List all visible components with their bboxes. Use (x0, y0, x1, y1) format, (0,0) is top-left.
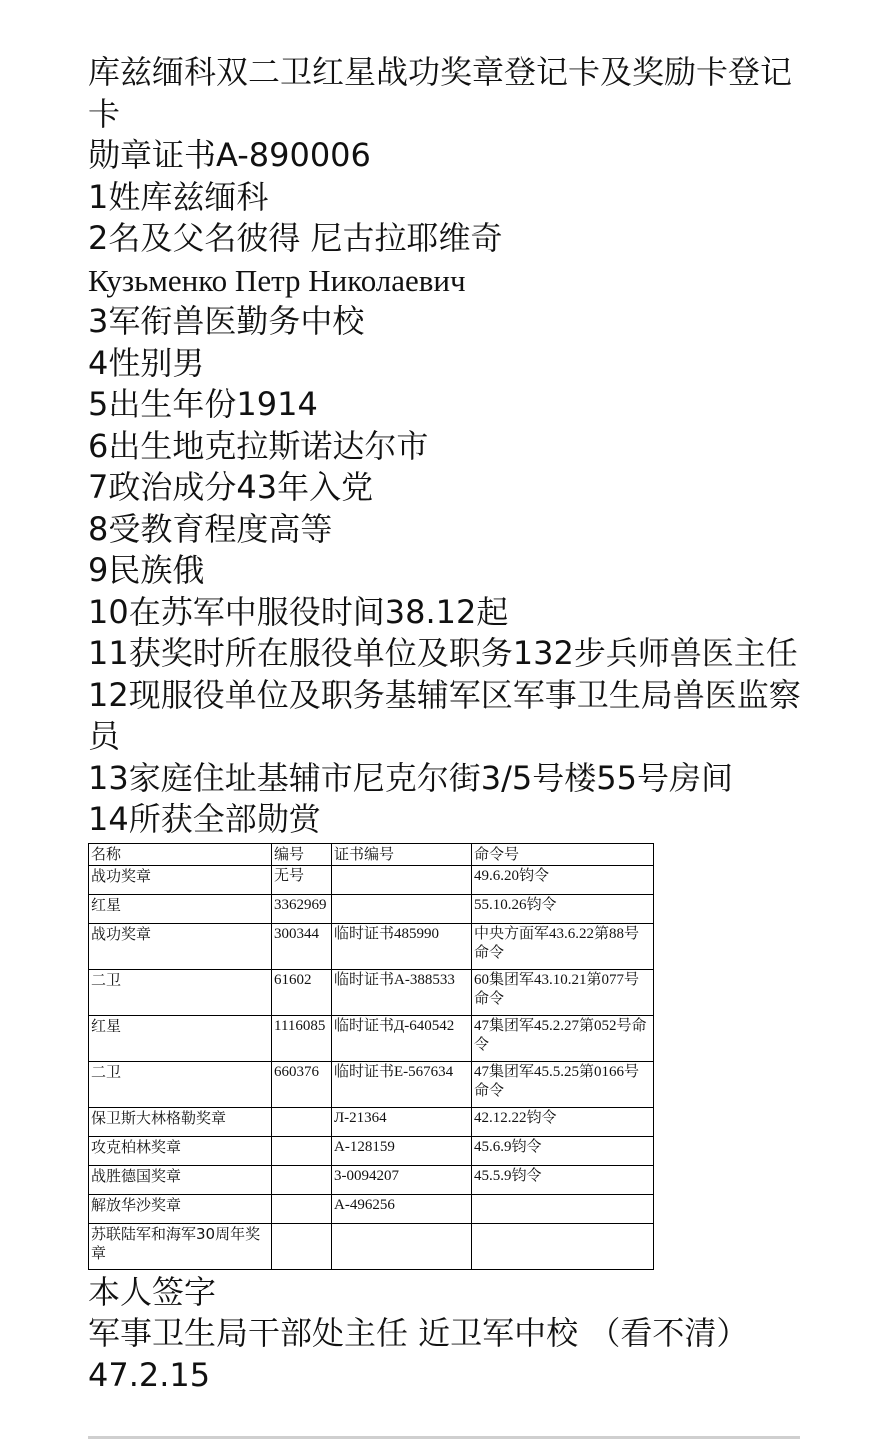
table-row (89, 1194, 654, 1223)
award-order: 45.5.9钧令 (472, 1165, 654, 1194)
award-name: 红星 (89, 1015, 272, 1061)
award-card-document (88, 52, 818, 1396)
field-rank: 3军衔兽医勤务中校 (88, 302, 365, 340)
award-certificate (332, 894, 472, 923)
award-name: 攻克柏林奖章 (89, 1136, 272, 1165)
award-number (272, 1223, 332, 1269)
table-row (89, 1136, 654, 1165)
award-number: 无号 (272, 865, 332, 894)
award-certificate: 临时证书E-567634 (332, 1061, 472, 1107)
table-row (89, 1107, 654, 1136)
award-name: 保卫斯大林格勒奖章 (89, 1107, 272, 1136)
award-name: 战胜德国奖章 (89, 1165, 272, 1194)
award-name: 红星 (89, 894, 272, 923)
field-party: 7政治成分43年入党 (88, 468, 374, 506)
award-order: 49.6.20钧令 (472, 865, 654, 894)
award-order: 中央方面军43.6.22第88号命令 (472, 923, 654, 969)
award-number: 1116085 (272, 1015, 332, 1061)
award-certificate: 临时证书Д-640542 (332, 1015, 472, 1061)
field-nationality: 9民族俄 (88, 551, 205, 589)
award-certificate: A-496256 (332, 1194, 472, 1223)
award-name: 二卫 (89, 1061, 272, 1107)
award-order: 55.10.26钧令 (472, 894, 654, 923)
award-name: 苏联陆军和海军30周年奖章 (89, 1223, 272, 1269)
signature-label: 本人签字 (88, 1272, 217, 1311)
award-order (472, 1194, 654, 1223)
award-order (472, 1223, 654, 1269)
field-address: 13家庭住址基辅市尼克尔街3/5号楼55号房间 (88, 758, 733, 797)
table-row (89, 1223, 654, 1269)
document-title: 库兹缅科双二卫红星战功奖章登记卡及奖励卡登记卡 (88, 53, 793, 133)
header-number: 编号 (272, 843, 332, 865)
award-name: 二卫 (89, 969, 272, 1015)
award-certificate (332, 865, 472, 894)
award-number (272, 1107, 332, 1136)
award-number (272, 1194, 332, 1223)
award-name: 战功奖章 (89, 865, 272, 894)
award-number: 300344 (272, 923, 332, 969)
field-sex: 4性别男 (88, 343, 205, 382)
award-certificate (332, 1223, 472, 1269)
award-order: 47集团军45.5.25第0166号命令 (472, 1061, 654, 1107)
award-number: 3362969 (272, 894, 332, 923)
field-surname: 1姓库兹缅科 (88, 177, 269, 216)
table-row (89, 894, 654, 923)
award-number (272, 1136, 332, 1165)
table-row (89, 1061, 654, 1107)
field-russian-name: Кузьменко Петр Николаевич (88, 262, 466, 298)
table-row (89, 969, 654, 1015)
award-certificate: A-128159 (332, 1136, 472, 1165)
table-row (89, 865, 654, 894)
award-order: 45.6.9钧令 (472, 1136, 654, 1165)
award-name: 解放华沙奖章 (89, 1194, 272, 1223)
field-name-patronymic: 2名及父名彼得 尼古拉耶维奇 (88, 219, 503, 257)
document-date: 47.2.15 (88, 1355, 211, 1394)
award-name: 战功奖章 (89, 923, 272, 969)
bottom-divider (88, 1436, 800, 1439)
field-birthplace: 6出生地克拉斯诺达尔市 (88, 426, 429, 465)
awards-table (88, 843, 654, 1270)
table-row (89, 1015, 654, 1061)
table-row (89, 923, 654, 969)
field-service-start: 10在苏军中服役时间38.12起 (88, 592, 509, 631)
award-order: 47集团军45.2.27第052号命令 (472, 1015, 654, 1061)
table-row (89, 1165, 654, 1194)
field-current-unit: 12现服役单位及职务基辅军区军事卫生局兽医监察员 (88, 675, 801, 755)
header-name: 名称 (89, 843, 272, 865)
award-order: 60集团军43.10.21第077号命令 (472, 969, 654, 1015)
field-all-awards: 14所获全部勋赏 (88, 800, 321, 838)
header-order: 命令号 (472, 843, 654, 865)
header-certificate: 证书编号 (332, 843, 472, 865)
certificate-number: 勋章证书A-890006 (88, 136, 371, 174)
award-number: 660376 (272, 1061, 332, 1107)
award-number: 61602 (272, 969, 332, 1015)
award-certificate: 临时证书485990 (332, 923, 472, 969)
field-unit-at-award: 11获奖时所在服役单位及职务132步兵师兽医主任 (88, 634, 798, 672)
official-line: 军事卫生局干部处主任 近卫军中校 （看不清） (88, 1314, 749, 1352)
award-certificate: 临时证书A-388533 (332, 969, 472, 1015)
award-certificate: Л-21364 (332, 1107, 472, 1136)
field-education: 8受教育程度高等 (88, 509, 333, 548)
award-certificate: 3-0094207 (332, 1165, 472, 1194)
field-birth-year: 5出生年份1914 (88, 385, 318, 423)
table-header-row (89, 843, 654, 865)
award-number (272, 1165, 332, 1194)
award-order: 42.12.22钧令 (472, 1107, 654, 1136)
